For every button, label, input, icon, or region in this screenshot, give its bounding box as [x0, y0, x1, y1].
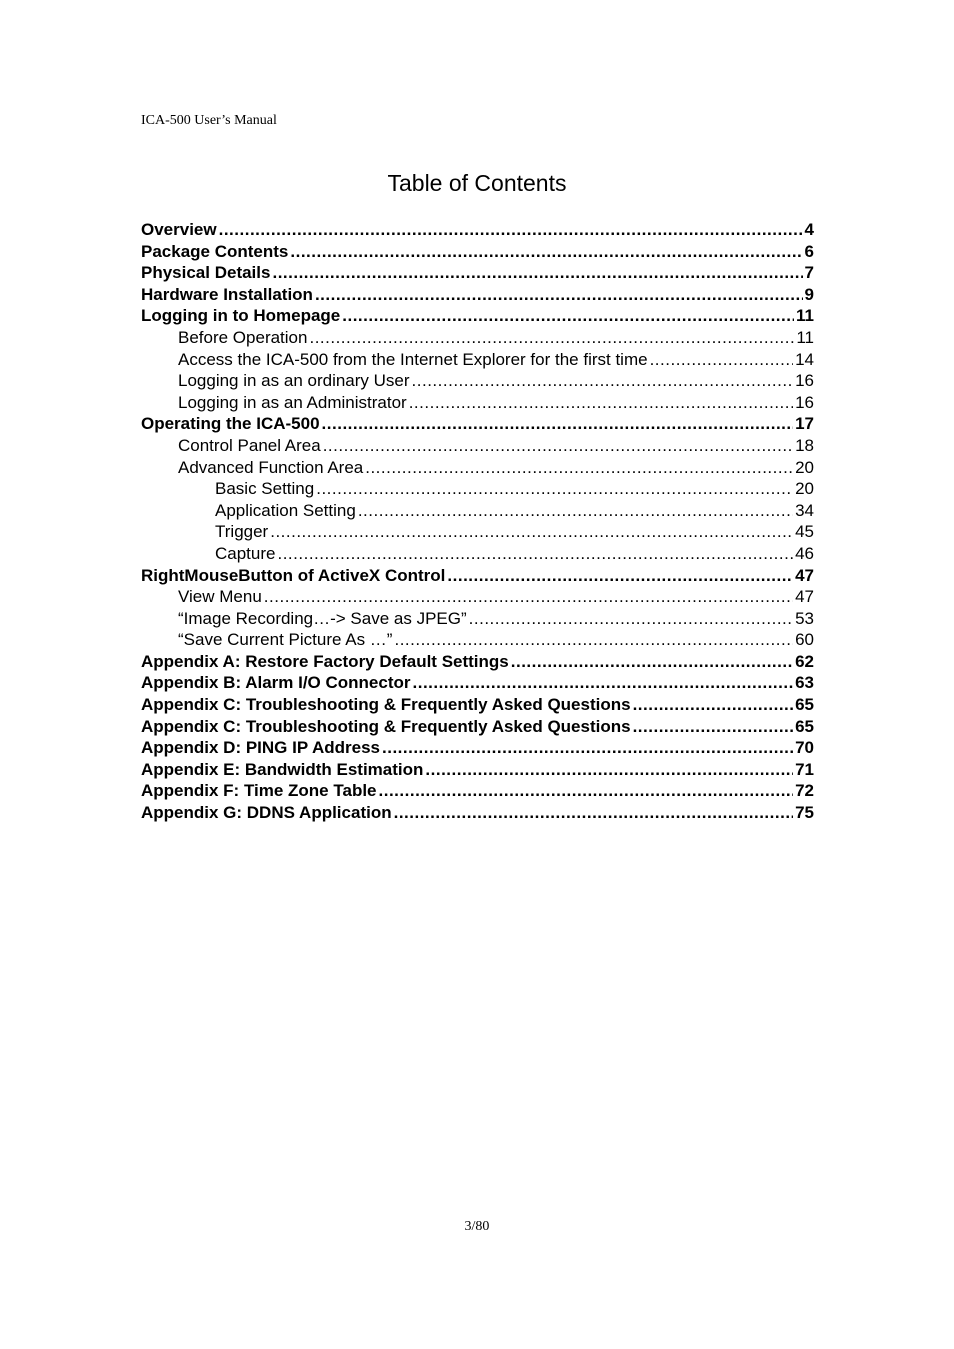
- toc-entry[interactable]: [141, 651, 814, 673]
- toc-entry-title: Appendix D: PING IP Address: [141, 738, 380, 758]
- toc-entry-page: 45: [795, 522, 814, 542]
- toc-entry-title: Physical Details: [141, 263, 271, 283]
- toc-entry[interactable]: [141, 780, 814, 802]
- toc-entry-page: 70: [795, 738, 814, 758]
- toc-entry-title: Operating the ICA-500: [141, 414, 320, 434]
- toc-entry[interactable]: [141, 586, 814, 608]
- toc-leader-dots: [447, 565, 793, 587]
- toc-entry-title: Logging in to Homepage: [141, 306, 341, 326]
- toc-entry-title: “Image Recording…-> Save as JPEG”: [178, 608, 467, 628]
- toc-entry-title: RightMouseButton of ActiveX Control: [141, 565, 446, 585]
- toc-entry-title: Access the ICA-500 from the Internet Explorer for the first time: [178, 349, 648, 369]
- toc-entry-page: 17: [795, 414, 814, 434]
- toc-entry-title: Before Operation: [178, 327, 308, 347]
- toc-entry-page: 20: [795, 479, 814, 499]
- toc-entry-page: 4: [804, 220, 814, 239]
- toc-entry-page: 16: [795, 371, 814, 391]
- toc-leader-dots: [316, 478, 793, 500]
- toc-leader-dots: [264, 586, 793, 608]
- toc-entry-page: 72: [795, 781, 814, 801]
- toc-entry[interactable]: [141, 219, 814, 241]
- toc-entry-title: Capture: [215, 543, 276, 563]
- toc-entry-page: 62: [795, 651, 814, 671]
- toc-entry[interactable]: [141, 457, 814, 479]
- toc-entry[interactable]: [141, 305, 814, 327]
- toc-leader-dots: [633, 716, 794, 738]
- toc-entry-page: 47: [795, 565, 814, 585]
- toc-entry-page: 14: [795, 349, 814, 369]
- toc-leader-dots: [290, 241, 802, 263]
- toc-entry[interactable]: [141, 284, 814, 306]
- toc-entry-page: 20: [795, 457, 814, 477]
- toc-leader-dots: [511, 651, 793, 673]
- toc-leader-dots: [394, 802, 793, 824]
- page-number: 3/80: [464, 1219, 490, 1234]
- toc-entry[interactable]: [141, 565, 814, 587]
- toc-entry-page: 71: [795, 759, 814, 779]
- toc-entry[interactable]: [141, 370, 814, 392]
- running-header: ICA-500 User’s Manual: [141, 113, 277, 128]
- toc-leader-dots: [219, 219, 803, 241]
- toc-entry-title: View Menu: [178, 587, 262, 607]
- toc-leader-dots: [412, 370, 794, 392]
- toc-entry-page: 46: [795, 543, 814, 563]
- toc-entry-title: Package Contents: [141, 241, 289, 261]
- toc-entry[interactable]: [141, 543, 814, 565]
- toc-leader-dots: [365, 457, 793, 479]
- toc-entry-title: Overview: [141, 220, 217, 239]
- toc-entry-page: 47: [795, 587, 814, 607]
- toc-entry[interactable]: [141, 241, 814, 263]
- toc-entry[interactable]: [141, 802, 814, 824]
- toc-entry[interactable]: [141, 435, 814, 457]
- toc-entry-title: Advanced Function Area: [178, 457, 364, 477]
- toc-entry[interactable]: [141, 759, 814, 781]
- toc-entry-page: 16: [795, 392, 814, 412]
- toc-leader-dots: [358, 500, 793, 522]
- toc-entry-title: Application Setting: [215, 500, 356, 520]
- toc-entry[interactable]: [141, 478, 814, 500]
- toc-entry-page: 9: [804, 284, 814, 304]
- toc-entry-page: 18: [795, 435, 814, 455]
- toc-entry[interactable]: [141, 694, 814, 716]
- toc-entry-title: Control Panel Area: [178, 435, 321, 455]
- toc-entry[interactable]: [141, 413, 814, 435]
- toc-entry-title: Appendix F: Time Zone Table: [141, 781, 377, 801]
- toc-entry[interactable]: [141, 629, 814, 651]
- toc-entry-page: 7: [804, 263, 814, 283]
- toc-entry-page: 53: [795, 608, 814, 628]
- toc-entry-page: 34: [795, 500, 814, 520]
- toc-entry[interactable]: [141, 262, 814, 284]
- toc-leader-dots: [309, 327, 794, 349]
- toc-entry[interactable]: [141, 672, 814, 694]
- toc-entry-page: 63: [795, 673, 814, 693]
- toc-entry-title: Appendix G: DDNS Application: [141, 803, 392, 823]
- toc-entry-title: Appendix C: Troubleshooting & Frequently Asked Questions: [141, 695, 631, 715]
- toc-entry[interactable]: [141, 349, 814, 371]
- toc-entry-page: 65: [795, 695, 814, 715]
- toc-entry-page: 75: [795, 803, 814, 823]
- toc-entry-page: 65: [795, 716, 814, 736]
- toc-entry-title: Basic Setting: [215, 479, 315, 499]
- page-title: Table of Contents: [387, 170, 567, 196]
- toc-leader-dots: [469, 608, 793, 630]
- table-of-contents: [141, 219, 814, 824]
- toc-entry[interactable]: [141, 716, 814, 738]
- toc-entry[interactable]: [141, 327, 814, 349]
- toc-entry-title: “Save Current Picture As …”: [178, 630, 393, 650]
- toc-leader-dots: [323, 435, 793, 457]
- toc-leader-dots: [277, 543, 793, 565]
- toc-entry[interactable]: [141, 521, 814, 543]
- toc-leader-dots: [382, 737, 793, 759]
- toc-leader-dots: [272, 262, 802, 284]
- toc-entry-title: Logging in as an Administrator: [178, 392, 407, 412]
- toc-leader-dots: [425, 759, 793, 781]
- toc-entry-title: Appendix C: Troubleshooting & Frequently Asked Questions: [141, 716, 631, 736]
- toc-entry-title: Appendix B: Alarm I/O Connector: [141, 673, 411, 693]
- toc-entry-title: Hardware Installation: [141, 284, 313, 304]
- toc-entry-title: Appendix E: Bandwidth Estimation: [141, 759, 424, 779]
- toc-leader-dots: [379, 780, 794, 802]
- toc-entry-title: Logging in as an ordinary User: [178, 371, 410, 391]
- toc-leader-dots: [270, 521, 793, 543]
- toc-leader-dots: [342, 305, 794, 327]
- toc-leader-dots: [409, 392, 793, 414]
- toc-entry-page: 6: [804, 241, 814, 261]
- toc-entry-page: 60: [795, 630, 814, 650]
- toc-leader-dots: [633, 694, 794, 716]
- toc-entry-page: 11: [796, 306, 814, 326]
- toc-entry[interactable]: [141, 392, 814, 414]
- toc-leader-dots: [394, 629, 793, 651]
- toc-entry[interactable]: [141, 737, 814, 759]
- toc-leader-dots: [322, 413, 794, 435]
- toc-entry-page: 11: [796, 327, 814, 347]
- toc-leader-dots: [650, 349, 794, 371]
- toc-leader-dots: [315, 284, 803, 306]
- toc-entry-title: Trigger: [215, 522, 269, 542]
- toc-entry[interactable]: [141, 500, 814, 522]
- toc-entry[interactable]: [141, 608, 814, 630]
- toc-entry-title: Appendix A: Restore Factory Default Settings: [141, 651, 509, 671]
- toc-leader-dots: [413, 672, 794, 694]
